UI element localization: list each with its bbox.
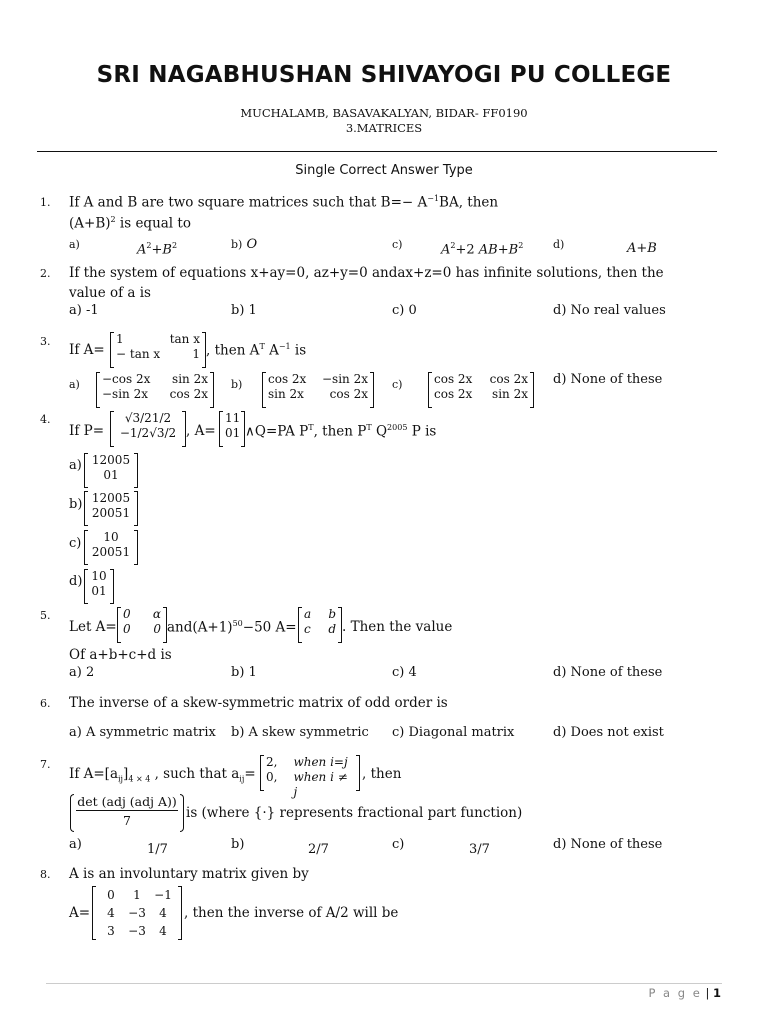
option-a-value: 1/7 — [147, 842, 168, 857]
question-1-line2: $(A+B)^2$ is equal to — [69, 215, 191, 232]
question-5-line2: Of a+b+c+d is — [69, 647, 172, 663]
footer-rule — [46, 983, 722, 984]
option-d-matrix: 10 01 — [84, 569, 114, 604]
option-b-value: 2/7 — [308, 842, 329, 857]
option-b-matrix: cos 2x −sin 2x sin 2x cos 2x — [262, 372, 374, 408]
option-b: b) — [231, 378, 243, 391]
option-d-value: A+B — [627, 241, 657, 256]
question-7-frac-post: is (where {·} represents fractional part function) — [186, 805, 523, 821]
question-number: 6. — [40, 697, 51, 710]
section-heading: Single Correct Answer Type — [295, 163, 473, 178]
option-a-matrix: −cos 2x sin 2x −sin 2x cos 2x — [96, 372, 214, 408]
question-number: 2. — [40, 267, 51, 280]
option-a: a) -1 — [69, 303, 99, 318]
option-c: c) 0 — [392, 303, 417, 318]
question-2-line2: value of a is — [69, 285, 151, 301]
question-number: 1. — [40, 196, 51, 209]
page-separator: | — [705, 986, 710, 1000]
question-8-matrix: 0 1 −1 4 −3 4 3 −3 4 — [92, 886, 182, 940]
question-number: 8. — [40, 868, 51, 881]
question-3-post: , then $A^T$ $A^{-1}$ is — [206, 342, 307, 359]
option-a-value: $A^2+B^2$ — [137, 241, 178, 258]
option-d: d) None of these — [553, 665, 663, 680]
option-b-matrix: 12005 20051 — [84, 491, 138, 526]
question-3-matrix: 1 tan x − tan x 1 — [110, 332, 206, 368]
question-8-pre: A= — [69, 905, 91, 921]
question-3-pre: If A= — [69, 342, 105, 358]
question-5-a-matrix: 0 α 0 0 — [117, 607, 167, 643]
option-b: b) — [231, 837, 245, 852]
header-rule — [37, 151, 717, 152]
option-a-matrix: 12005 01 — [84, 453, 138, 488]
option-a: a) 2 — [69, 665, 95, 680]
option-a: a) — [69, 837, 82, 852]
question-7-pre: If $A=[a_{ij}]_{4 \times 4}$ , such that $a_{ij}=$ — [69, 766, 256, 784]
question-5-post: . Then the value — [342, 619, 453, 635]
page-footer — [648, 986, 721, 1000]
college-title: SRI NAGABHUSHAN SHIVAYOGI PU COLLEGE — [96, 62, 672, 88]
option-d: d) — [553, 238, 565, 251]
question-7-case: 2, when i=j 0, when i ≠ j — [260, 755, 360, 791]
question-6-line1: The inverse of a skew-symmetric matrix of odd order is — [69, 695, 448, 711]
option-c-value: $A^2+2$ $AB+B^2$ — [441, 241, 524, 258]
question-4-p-matrix: √3/21/2 −1/2√3/2 — [110, 411, 186, 447]
question-1-line1: If A and B are two square matrices such that $B=- A^{-1}BA$, then — [69, 194, 499, 211]
question-4-mid: , A= — [186, 423, 216, 439]
option-c: c) — [392, 837, 405, 852]
question-number: 7. — [40, 758, 51, 771]
question-5-mid: $and(A+1)^{50}-50$ A= — [167, 619, 297, 636]
option-b: b) — [69, 497, 83, 512]
option-b: b) 1 — [231, 665, 257, 680]
question-8-line1: A is an involuntary matrix given by — [69, 866, 309, 882]
option-c-value: 3/7 — [469, 842, 490, 857]
question-7-fraction: det (adj (adj A)) 7 — [70, 794, 184, 832]
question-7-post: , then — [362, 766, 402, 782]
option-a: a) — [69, 378, 80, 391]
option-c: c) — [392, 238, 403, 251]
question-number: 4. — [40, 413, 51, 426]
question-4-pre: If P= — [69, 423, 105, 439]
page-label: P a g e — [648, 986, 702, 1000]
option-d: d) No real values — [553, 303, 666, 318]
question-2-line1: If the system of equations x+ay=0, az+y=0 andax+z=0 has infinite solutions, then the — [69, 265, 664, 281]
chapter-title: 3.MATRICES — [345, 121, 423, 135]
question-4-a-matrix: 11 01 — [219, 411, 245, 447]
option-a: a) — [69, 458, 82, 473]
option-d: d) None of these — [553, 372, 663, 387]
option-c: c) — [69, 536, 82, 551]
question-number: 5. — [40, 609, 51, 622]
option-a: a) — [69, 238, 80, 251]
option-d: d) Does not exist — [553, 725, 664, 740]
option-c: c) 4 — [392, 665, 417, 680]
college-address: MUCHALAMB, BASAVAKALYAN, BIDAR- FF0190 — [240, 106, 528, 120]
option-c: c) — [392, 378, 403, 391]
page-number: 1 — [712, 986, 721, 1000]
question-number: 3. — [40, 335, 51, 348]
option-b: b) 1 — [231, 303, 257, 318]
question-5-b-matrix: a b c d — [298, 607, 342, 643]
option-b: b) A skew symmetric — [231, 725, 369, 740]
option-d: d) — [69, 574, 83, 589]
option-d: d) None of these — [553, 837, 663, 852]
option-b: b) O — [231, 237, 258, 252]
question-4-post: ∧Q=PA $P^T$, then $P^T$ $Q^{2005}$ P is — [245, 423, 437, 440]
option-c: c) Diagonal matrix — [392, 725, 515, 740]
question-5-pre: Let A= — [69, 619, 117, 635]
option-c-matrix: 10 20051 — [84, 530, 138, 565]
question-8-post: , then the inverse of A/2 will be — [184, 905, 399, 921]
option-a: a) A symmetric matrix — [69, 725, 216, 740]
option-c-matrix: cos 2x cos 2x cos 2x sin 2x — [428, 372, 534, 408]
